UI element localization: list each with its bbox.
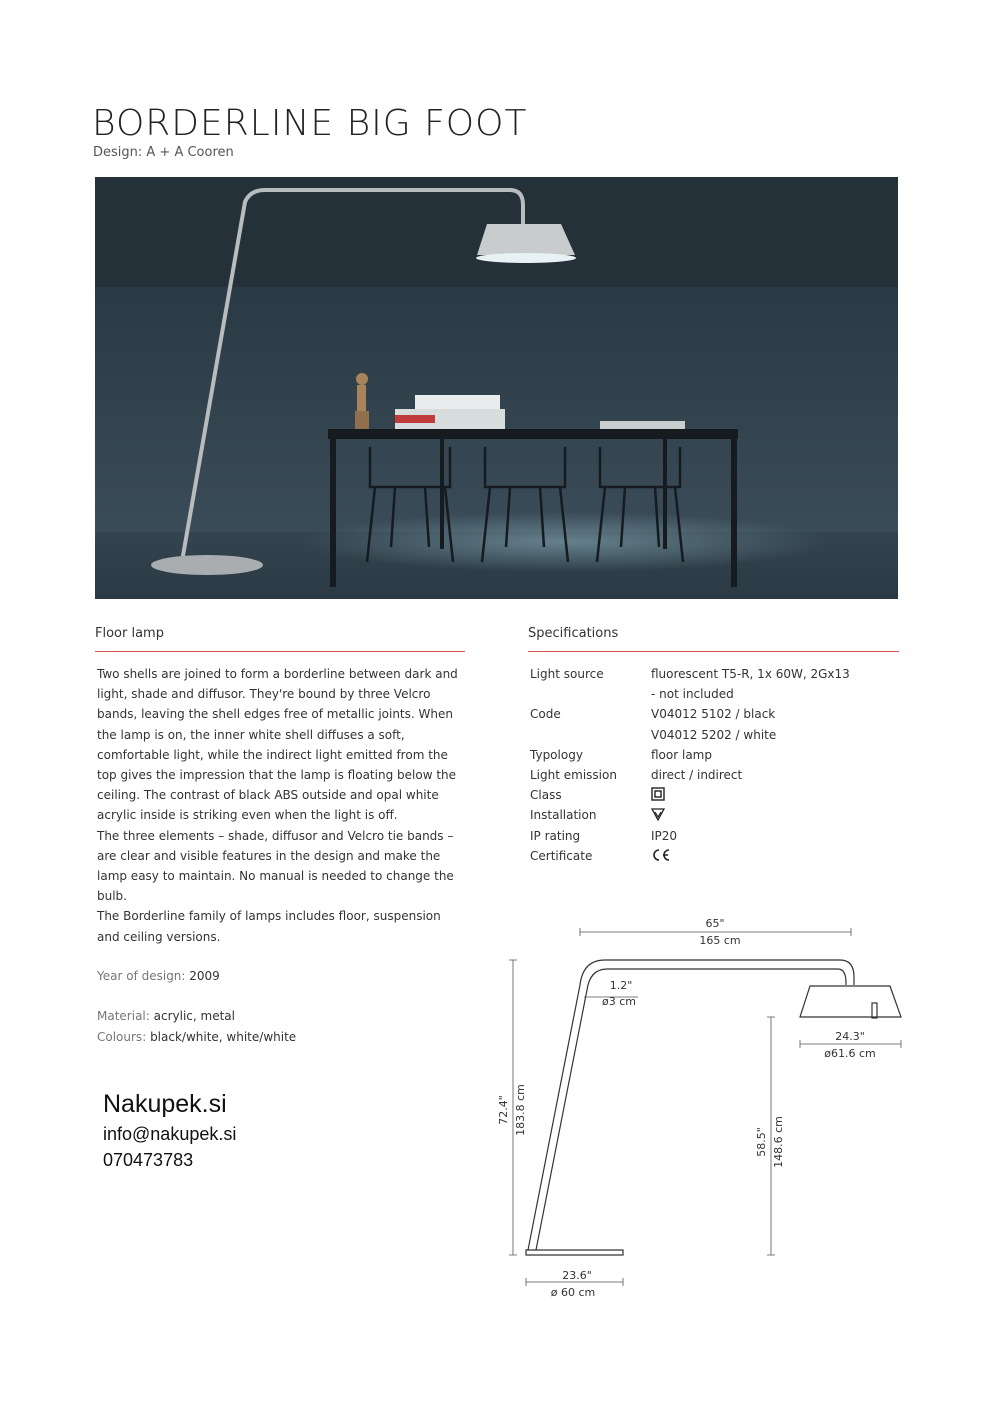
product-title: BORDERLINE BIG FOOT bbox=[92, 103, 528, 144]
dim-height-cm: 183.8 cm bbox=[514, 1084, 527, 1136]
lamp-stem-outline bbox=[536, 969, 846, 1250]
dim-height-in: 72.4" bbox=[497, 1095, 510, 1125]
lamp-base-outline bbox=[526, 1250, 623, 1255]
spec-key: IP rating bbox=[530, 828, 581, 843]
description-paragraph: The Borderline family of lamps includes floor, suspension and ceiling versions. bbox=[97, 909, 441, 944]
spec-row bbox=[530, 785, 850, 805]
spec-key: Typology bbox=[530, 747, 583, 762]
spec-row bbox=[530, 765, 850, 785]
heading-divider bbox=[528, 651, 899, 652]
class-ii-icon bbox=[651, 787, 665, 801]
dim-shade-height-cm: 148.6 cm bbox=[772, 1116, 785, 1168]
spec-value: - not included bbox=[651, 687, 734, 702]
ce-mark-icon bbox=[651, 848, 671, 862]
year-of-design bbox=[97, 969, 220, 983]
spec-row bbox=[530, 826, 850, 846]
spec-row bbox=[530, 684, 850, 704]
dim-shade-in: 24.3" bbox=[835, 1030, 865, 1043]
dim-shade-height-in: 58.5" bbox=[755, 1127, 768, 1157]
material-value: acrylic, metal bbox=[153, 1009, 235, 1023]
spec-value: fluorescent T5-R, 1x 60W, 2Gx13 bbox=[651, 667, 850, 681]
colours-line bbox=[97, 1030, 296, 1044]
shade-tie-band bbox=[872, 1003, 877, 1018]
colours-label: Colours: bbox=[97, 1030, 147, 1044]
spec-value bbox=[651, 805, 850, 825]
contact-email[interactable]: info@nakupek.si bbox=[103, 1124, 237, 1144]
description-paragraph: Two shells are joined to form a borderline between dark and light, shade and diffusor. They're bound by three Velcro bands, leaving the shell edges free of metallic joints. When the lamp is on, the inner white shell diffuses a soft, comfortable light, while the indirect light emitted from the top gives the impression that the lamp is floating below the ceiling. The contrast of black ABS outside and opal white acrylic inside is striking even when the light is off. bbox=[97, 667, 458, 823]
dim-shade-cm: ø61.6 cm bbox=[824, 1047, 876, 1060]
material-line bbox=[97, 1009, 235, 1023]
material-label: Material: bbox=[97, 1009, 150, 1023]
product-description bbox=[97, 664, 467, 947]
spec-row bbox=[530, 725, 850, 745]
colours-value: black/white, white/white bbox=[150, 1030, 297, 1044]
spec-value: floor lamp bbox=[651, 747, 712, 762]
spec-row bbox=[530, 745, 850, 765]
heading-divider bbox=[95, 651, 465, 652]
spec-key: Light emission bbox=[530, 768, 617, 783]
designer-credit: Design: A + A Cooren bbox=[93, 145, 234, 160]
dim-tube-in: 1.2" bbox=[609, 979, 633, 992]
dim-arm-width-in: 65" bbox=[705, 917, 725, 930]
dim-arm-width-cm: 165 cm bbox=[699, 934, 741, 947]
spec-row bbox=[530, 846, 850, 866]
spec-value: IP20 bbox=[651, 828, 678, 843]
spec-value: direct / indirect bbox=[651, 768, 743, 783]
year-value: 2009 bbox=[189, 969, 220, 983]
spec-key bbox=[530, 725, 651, 745]
year-label: Year of design: bbox=[97, 969, 186, 983]
spec-value: V04012 5102 / black bbox=[651, 707, 776, 722]
dim-base-cm: ø 60 cm bbox=[550, 1286, 596, 1299]
spec-row bbox=[530, 704, 850, 724]
spec-key: Light source bbox=[530, 667, 604, 681]
specifications-table bbox=[530, 664, 850, 866]
lamp-shade-outline bbox=[800, 986, 901, 1017]
spec-value bbox=[651, 846, 850, 866]
section-heading-floor-lamp: Floor lamp bbox=[95, 626, 164, 641]
spec-key: Installation bbox=[530, 808, 597, 823]
description-paragraph: The three elements – shade, diffusor and Velcro tie bands – are clear and visible features in the design and make the lamp easy to maintain. No manual is needed to change the bulb. bbox=[97, 828, 454, 904]
product-photo bbox=[95, 177, 898, 599]
spec-value: V04012 5202 / white bbox=[651, 727, 777, 742]
spec-key: Class bbox=[530, 788, 562, 803]
spec-key: Certificate bbox=[530, 848, 593, 863]
spec-key: Code bbox=[530, 707, 561, 722]
dim-base-in: 23.6" bbox=[562, 1269, 592, 1282]
lamp-stem-outline bbox=[528, 960, 854, 1250]
contact-phone: 070473783 bbox=[103, 1150, 194, 1170]
section-heading-specifications: Specifications bbox=[528, 626, 619, 641]
dim-tube-cm: ø3 cm bbox=[602, 995, 636, 1008]
contact-company: Nakupek.si bbox=[103, 1090, 227, 1118]
spec-row bbox=[530, 805, 850, 825]
spec-row bbox=[530, 664, 850, 684]
spec-key bbox=[530, 684, 651, 704]
spec-value bbox=[651, 785, 850, 805]
dimension-drawing bbox=[480, 905, 920, 1315]
installation-icon bbox=[651, 807, 665, 821]
